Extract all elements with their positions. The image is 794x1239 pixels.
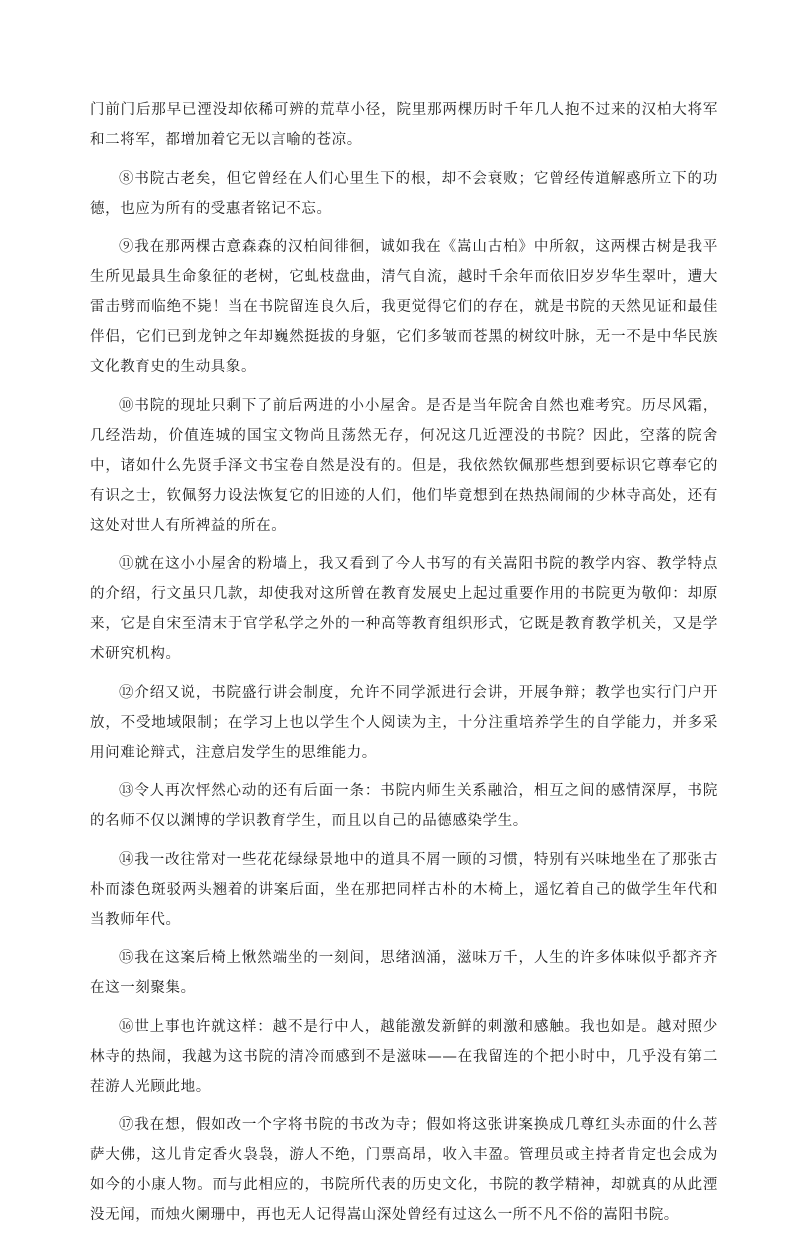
paragraph-12: ⑫介绍又说，书院盛行讲会制度，允许不同学派进行会讲，开展争辩；教学也实行门户开放，不受地域限制；在学习上也以学生个人阅读为主，十分注重培养学生的自学能力，并多采用问难论辩式，注意启发学生的思维能力。 bbox=[90, 684, 718, 761]
paragraph-10: ⑩书院的现址只剩下了前后两进的小小屋舍。是否是当年院舍自然也难考究。历尽风霜，几经浩劫，价值连城的国宝文物尚且荡然无存，何况这几近湮没的书院？因此，空落的院舍中，诸如什么先贤手泽文书宝卷自然是没有的。但是，我依然钦佩那些想到要标识它尊奉它的有识之士，钦佩努力设法恢复它的旧迹的人们，他们毕竟想到在热热闹闹的少林寺高处，还有这处对世人有所裨益的所在。 bbox=[90, 397, 718, 534]
paragraph-11: ⑪就在这小小屋舍的粉墙上，我又看到了今人书写的有关嵩阳书院的教学内容、教学特点的介绍，行文虽只几款，却使我对这所曾在教育发展史上起过重要作用的书院更为敬仰：却原来，它是自宋至清末于官学私学之外的一种高等教育组织形式，它既是教育教学机关，又是学术研究机构。 bbox=[90, 556, 718, 662]
document-body bbox=[90, 95, 718, 1239]
paragraph-continuation: 门前门后那早已湮没却依稀可辨的荒草小径，院里那两棵历时千年几人抱不过来的汉柏大将军和二将军，都增加着它无以言喻的苍凉。 bbox=[90, 102, 718, 148]
paragraph-15: ⑮我在这案后椅上愀然端坐的一刻间，思绪汹涌，滋味万千，人生的许多体味似乎都齐齐在这一刻聚集。 bbox=[90, 950, 718, 996]
paragraph-13: ⑬令人再次怦然心动的还有后面一条：书院内师生关系融洽，相互之间的感情深厚，书院的名师不仅以渊博的学识教育学生，而且以自己的品德感染学生。 bbox=[90, 783, 718, 829]
paragraph-14: ⑭我一改往常对一些花花绿绿景地中的道具不屑一顾的习惯，特别有兴味地坐在了那张古朴而漆色斑驳两头翘着的讲案后面，坐在那把同样古朴的木椅上，遥忆着自己的做学生年代和当教师年代。 bbox=[90, 851, 718, 928]
paragraph-17: ⑰我在想，假如改一个字将书院的书改为寺；假如将这张讲案换成几尊红头赤面的什么菩萨大佛，这儿肯定香火袅袅，游人不绝，门票高昂，收入丰盈。管理员或主持者肯定也会成为如今的小康人物。而与此相应的，书院所代表的历史文化，书院的教学精神，却就真的从此湮没无闻，而烛火阑珊中，再也无人记得嵩山深处曾经有过这么一所不凡不俗的嵩阳书院。 bbox=[90, 1117, 718, 1223]
paragraph-8: ⑧书院古老矣，但它曾经在人们心里生下的根，却不会衰败；它曾经传道解惑所立下的功德，也应为所有的受惠者铭记不忘。 bbox=[90, 170, 718, 217]
paragraph-16: ⑯世上事也许就这样：越不是行中人，越能激发新鲜的刺激和感触。我也如是。越对照少林寺的热闹，我越为这书院的清冷而感到不是滋味——在我留连的个把小时中，几乎没有第二茬游人光顾此地。 bbox=[90, 1018, 718, 1095]
paragraph-9: ⑨我在那两棵古意森森的汉柏间徘徊，诚如我在《嵩山古柏》中所叙，这两棵古树是我平生所见最具生命象征的老树，它虬枝盘曲，清气自流，越时千余年而依旧岁岁华生翠叶，遭大雷击劈而临绝不毙！当在书院留连良久后，我更觉得它们的存在，就是书院的天然见证和最佳伴侣，它们已到龙钟之年却巍然挺拔的身躯，它们多皱而苍黑的树纹叶脉，无一不是中华民族文化教育史的生动具象。 bbox=[90, 239, 718, 375]
